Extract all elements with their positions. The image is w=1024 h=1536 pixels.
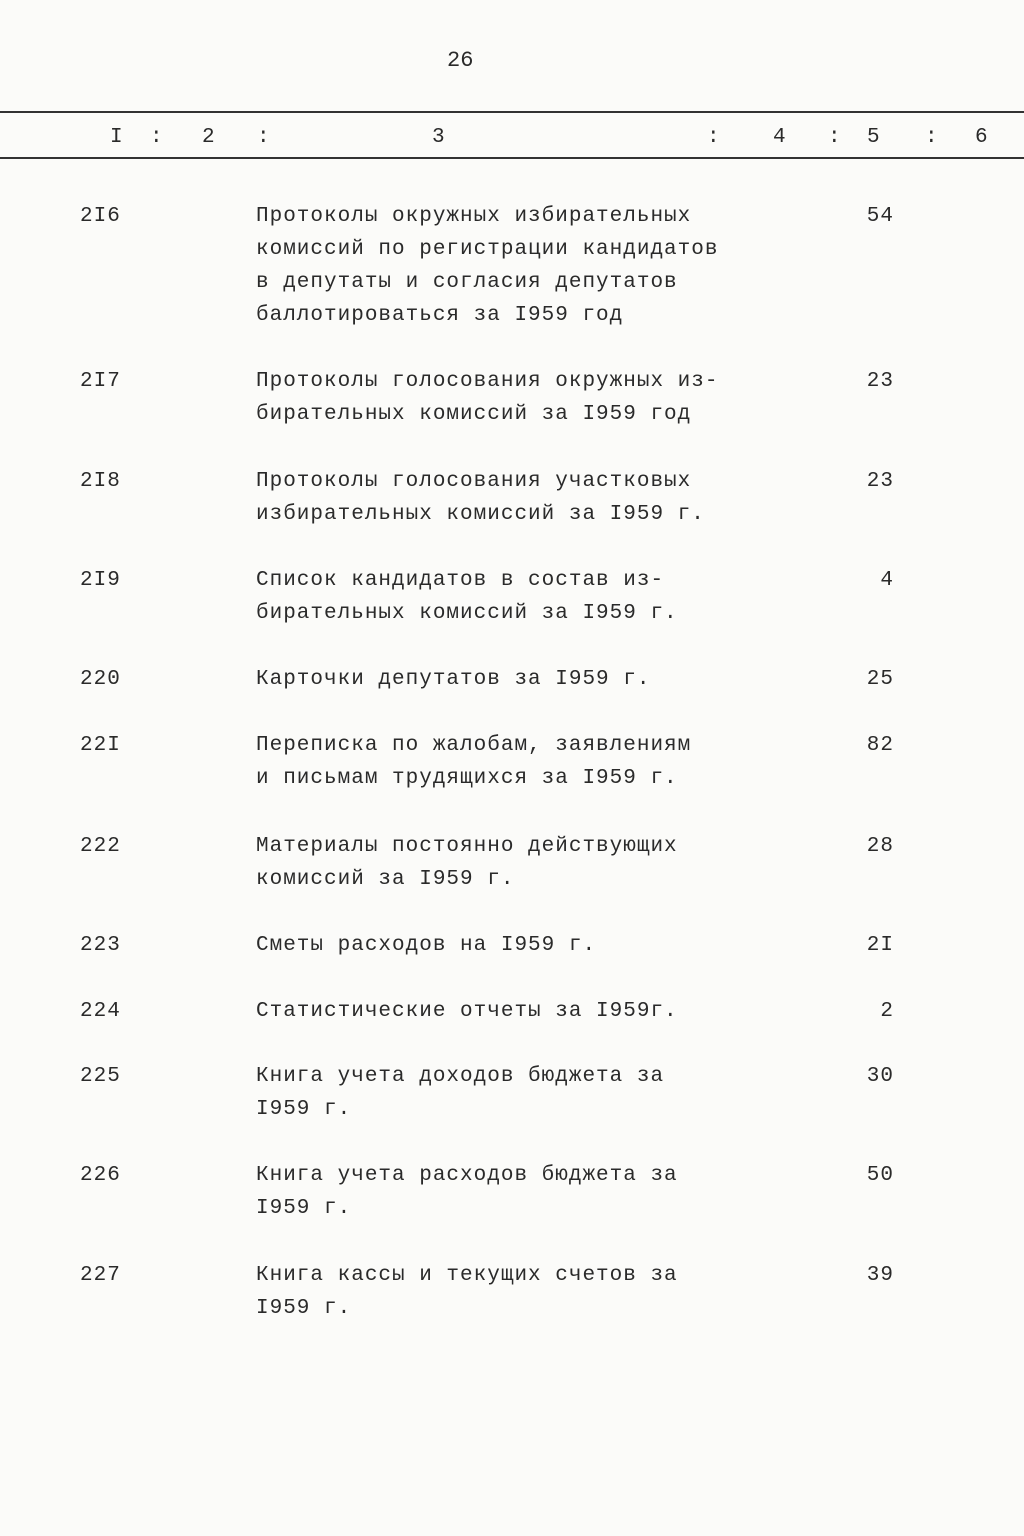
item-title: Протоколы окружных избирательных комиссий по регистрации кандидатов в депутаты и согласия депутатов баллотироваться за I959 год	[256, 205, 719, 327]
item-sheet-count: 23	[866, 370, 894, 393]
column-separator: :	[257, 126, 270, 149]
item-number: 22I	[80, 734, 121, 757]
header-rule-bottom	[0, 157, 1024, 159]
item-title: Книга кассы и текущих счетов за I959 г.	[256, 1264, 678, 1320]
item-title: Книга учета доходов бюджета за I959 г.	[256, 1065, 665, 1121]
item-sheet-count: 4	[880, 569, 894, 592]
column-header-cell: 3	[432, 126, 445, 149]
item-number: 225	[80, 1065, 121, 1088]
column-separator: :	[925, 126, 938, 149]
column-separator: :	[707, 126, 720, 149]
item-number: 226	[80, 1164, 121, 1187]
column-separator: :	[828, 126, 841, 149]
item-number: 223	[80, 934, 121, 957]
item-sheet-count: 2I	[866, 934, 894, 957]
item-title: Статистические отчеты за I959г.	[256, 1000, 678, 1023]
item-sheet-count: 25	[866, 668, 894, 691]
column-header-cell: 2	[202, 126, 215, 149]
item-sheet-count: 50	[866, 1164, 894, 1187]
page-number: 26	[447, 48, 474, 73]
header-rule-top	[0, 111, 1024, 113]
item-number: 222	[80, 835, 121, 858]
item-title: Переписка по жалобам, заявлениям и письмам трудящихся за I959 г.	[256, 734, 692, 790]
item-sheet-count: 23	[866, 470, 894, 493]
item-title: Сметы расходов на I959 г.	[256, 934, 597, 957]
item-title: Протоколы голосования окружных из- бирательных комиссий за I959 год	[256, 370, 719, 426]
item-number: 2I8	[80, 470, 121, 493]
item-number: 227	[80, 1264, 121, 1287]
item-sheet-count: 2	[880, 1000, 894, 1023]
item-title: Список кандидатов в состав из- бирательных комиссий за I959 г.	[256, 569, 678, 625]
item-sheet-count: 28	[866, 835, 894, 858]
item-sheet-count: 39	[866, 1264, 894, 1287]
item-number: 2I6	[80, 205, 121, 228]
column-header-cell: 5	[867, 126, 880, 149]
column-header-cell: I	[110, 126, 123, 149]
item-title: Книга учета расходов бюджета за I959 г.	[256, 1164, 678, 1220]
column-header-cell: 6	[975, 126, 988, 149]
item-sheet-count: 54	[866, 205, 894, 228]
item-title: Материалы постоянно действующих комиссий за I959 г.	[256, 835, 678, 891]
column-header-cell: 4	[773, 126, 786, 149]
item-number: 2I9	[80, 569, 121, 592]
item-sheet-count: 30	[866, 1065, 894, 1088]
item-number: 224	[80, 1000, 121, 1023]
item-sheet-count: 82	[866, 734, 894, 757]
column-separator: :	[150, 126, 163, 149]
item-title: Протоколы голосования участковых избирательных комиссий за I959 г.	[256, 470, 705, 526]
item-number: 2I7	[80, 370, 121, 393]
item-number: 220	[80, 668, 121, 691]
item-title: Карточки депутатов за I959 г.	[256, 668, 651, 691]
